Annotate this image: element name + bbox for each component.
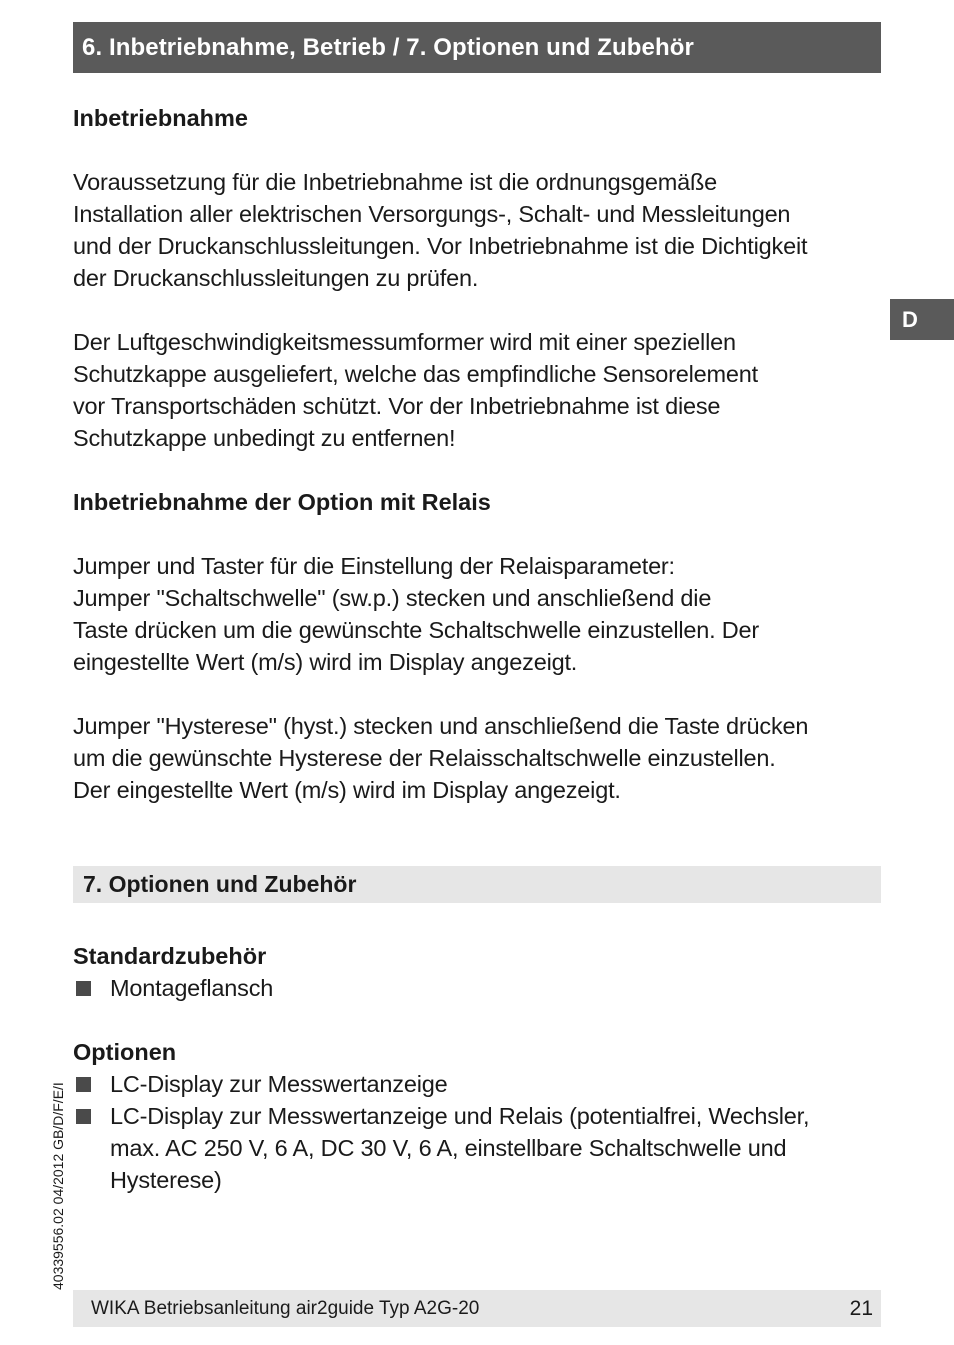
list-item (73, 1100, 888, 1196)
square-bullet-icon (76, 981, 91, 996)
list-item-text: LC-Display zur Messwertanzeige und Relais (potentialfrei, Wechsler, (110, 1103, 810, 1129)
text-line: der Druckanschlussleitungen zu prüfen. (73, 265, 479, 291)
text-line: und der Druckanschlussleitungen. Vor Inbetriebnahme ist die Dichtigkeit (73, 233, 808, 259)
list-item (73, 1068, 888, 1100)
language-tab (890, 299, 954, 340)
text-line: vor Transportschäden schützt. Vor der Inbetriebnahme ist diese (73, 393, 721, 419)
section-6-content (73, 102, 888, 806)
paragraph-hysterese (73, 710, 888, 806)
square-bullet-icon (76, 1109, 91, 1124)
section-7-content (73, 940, 888, 1196)
paragraph-schutzkappe (73, 326, 888, 454)
list-item-text: Hysterese) (110, 1167, 222, 1193)
paragraph-schaltschwelle (73, 550, 888, 678)
text-line: um die gewünschte Hysterese der Relaisschaltschwelle einzustellen. (73, 745, 776, 771)
document-code: 40339556.02 04/2012 GB/D/F/E/I (50, 1082, 66, 1290)
section-7-header (73, 866, 881, 903)
text-line: Schutzkappe unbedingt zu entfernen! (73, 425, 456, 451)
list-item-text: max. AC 250 V, 6 A, DC 30 V, 6 A, einstellbare Schaltschwelle und (110, 1135, 787, 1161)
text-line: Jumper "Hysterese" (hyst.) stecken und anschließend die Taste drücken (73, 713, 809, 739)
text-line: Taste drücken um die gewünschte Schaltschwelle einzustellen. Der (73, 617, 760, 643)
heading-standardzubehoer: Standardzubehör (73, 943, 267, 969)
heading-inbetriebnahme: Inbetriebnahme (73, 105, 248, 131)
chapter-header (73, 22, 881, 73)
list-item (73, 972, 888, 1004)
text-line: Jumper "Schaltschwelle" (sw.p.) stecken und anschließend die (73, 585, 712, 611)
text-line: Der Luftgeschwindigkeitsmessumformer wird mit einer speziellen (73, 329, 736, 355)
paragraph-voraussetzung (73, 166, 888, 294)
section-7-title: 7. Optionen und Zubehör (83, 871, 357, 897)
heading-optionen: Optionen (73, 1039, 177, 1065)
list-item-text: Montageflansch (110, 975, 274, 1001)
page-number: 21 (849, 1297, 873, 1320)
text-line: Installation aller elektrischen Versorgungs-, Schalt- und Messleitungen (73, 201, 791, 227)
text-line: Der eingestellte Wert (m/s) wird im Display angezeigt. (73, 777, 621, 803)
text-line: Voraussetzung für die Inbetriebnahme ist die ordnungsgemäße (73, 169, 717, 195)
list-item-text: LC-Display zur Messwertanzeige (110, 1071, 448, 1097)
chapter-title: 6. Inbetriebnahme, Betrieb / 7. Optionen und Zubehör (82, 34, 694, 61)
text-line: Schutzkappe ausgeliefert, welche das empfindliche Sensorelement (73, 361, 758, 387)
heading-relais-option: Inbetriebnahme der Option mit Relais (73, 489, 491, 515)
language-tab-label: D (902, 307, 918, 332)
page-footer (73, 1290, 881, 1327)
square-bullet-icon (76, 1077, 91, 1092)
text-line: eingestellte Wert (m/s) wird im Display angezeigt. (73, 649, 578, 675)
footer-text: WIKA Betriebsanleitung air2guide Typ A2G-20 (91, 1298, 480, 1319)
text-line: Jumper und Taster für die Einstellung der Relaisparameter: (73, 553, 675, 579)
